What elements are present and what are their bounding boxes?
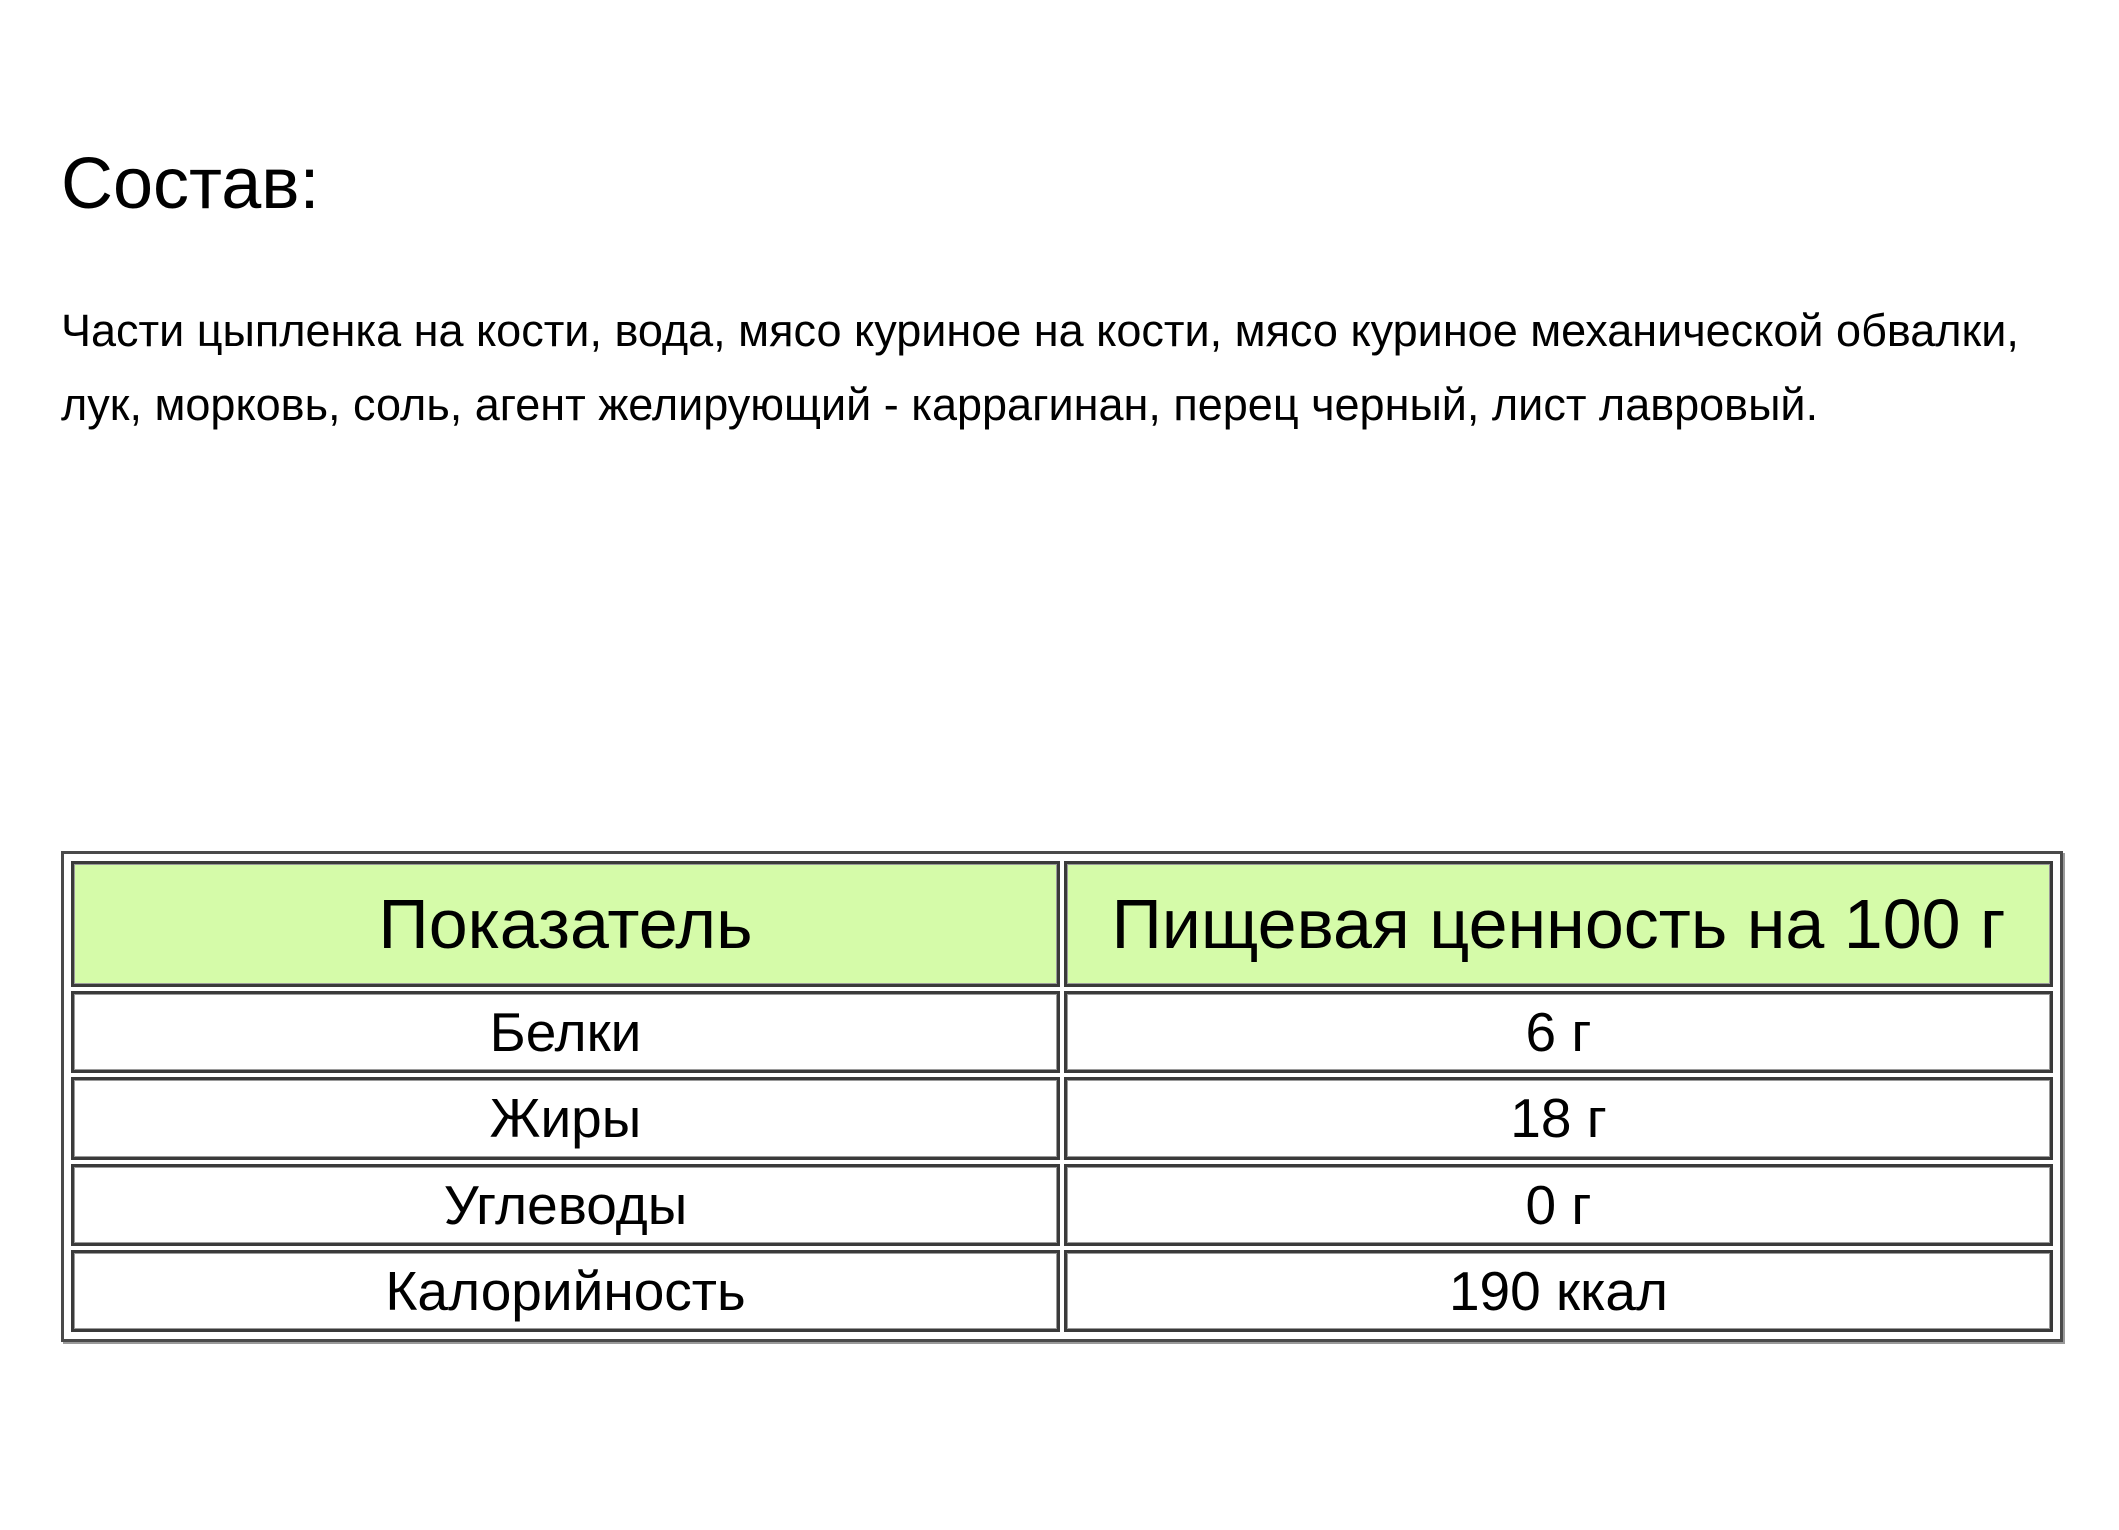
row-value: 6 г (1064, 991, 2053, 1073)
table-row (71, 1250, 2053, 1332)
row-value: 0 г (1064, 1164, 2053, 1246)
header-nutritional-value: Пищевая ценность на 100 г (1064, 861, 2053, 987)
nutrition-table (61, 851, 2063, 1342)
table-row (71, 991, 2053, 1073)
row-label: Углеводы (71, 1164, 1060, 1246)
row-value: 18 г (1064, 1077, 2053, 1159)
row-label: Белки (71, 991, 1060, 1073)
table-header-row (71, 861, 2053, 987)
row-label: Жиры (71, 1077, 1060, 1159)
composition-text: Части цыпленка на кости, вода, мясо куриное на кости, мясо куриное механической обвалки, лук, морковь, соль, агент желирующий - каррагинан, перец черный, лист лавровый. (61, 305, 2019, 430)
table-row (71, 1164, 2053, 1246)
row-value: 190 ккал (1064, 1250, 2053, 1332)
table-row (71, 1077, 2053, 1159)
row-label: Калорийность (71, 1250, 1060, 1332)
header-indicator: Показатель (71, 861, 1060, 987)
page-title: Состав: (61, 144, 320, 224)
